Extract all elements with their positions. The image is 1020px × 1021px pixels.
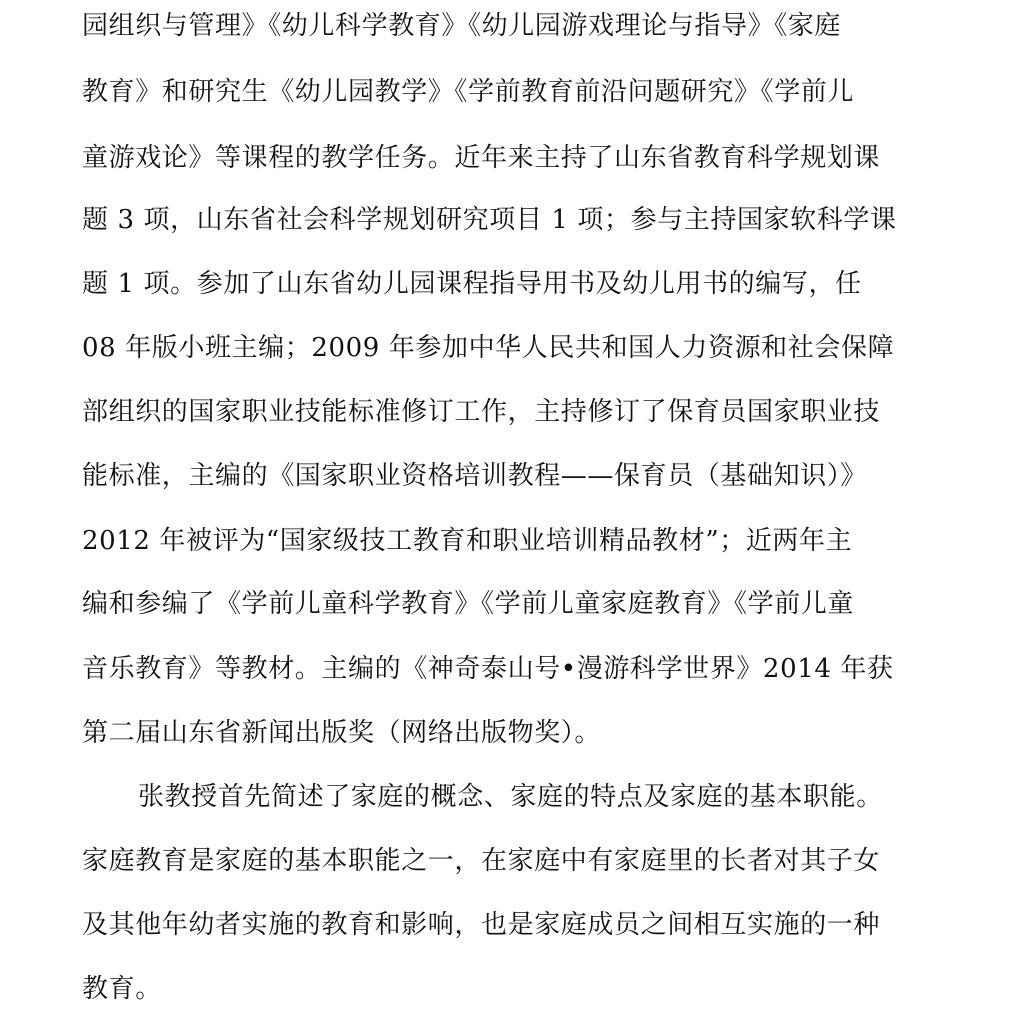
text-line: 2012 年被评为“国家级技工教育和职业培训精品教材”；近两年主 <box>82 526 853 556</box>
text-line: 音乐教育》等教材。主编的《神奇泰山号•漫游科学世界》2014 年获 <box>82 654 894 684</box>
text-line: 教育。 <box>82 974 162 1004</box>
text-line: 题 3 项，山东省社会科学规划研究项目 1 项；参与主持国家软科学课 <box>82 205 897 235</box>
text-line: 教育》和研究生《幼儿园教学》《学前教育前沿问题研究》《学前儿 <box>82 77 855 107</box>
text-line: 能标准，主编的《国家职业资格培训教程——保育员（基础知识）》 <box>82 461 868 491</box>
text-line: 童游戏论》等课程的教学任务。近年来主持了山东省教育科学规划课 <box>82 143 881 173</box>
text-line: 编和参编了《学前儿童科学教育》《学前儿童家庭教育》《学前儿童 <box>82 589 855 619</box>
text-line: 部组织的国家职业技能标准修订工作，主持修订了保育员国家职业技 <box>82 397 881 427</box>
text-line: 08 年版小班主编；2009 年参加中华人民共和国人力资源和社会保障 <box>82 333 895 363</box>
text-line: 家庭教育是家庭的基本职能之一，在家庭中有家庭里的长者对其子女 <box>82 846 881 876</box>
paragraph-first-line: 张教授首先简述了家庭的概念、家庭的特点及家庭的基本职能。 <box>138 782 883 812</box>
text-line: 园组织与管理》《幼儿科学教育》《幼儿园游戏理论与指导》《家庭 <box>82 11 842 41</box>
text-line: 及其他年幼者实施的教育和影响，也是家庭成员之间相互实施的一种 <box>82 910 881 940</box>
text-line: 第二届山东省新闻出版奖（网络出版物奖）。 <box>82 718 602 748</box>
text-line: 题 1 项。参加了山东省幼儿园课程指导用书及幼儿用书的编写，任 <box>82 269 862 299</box>
